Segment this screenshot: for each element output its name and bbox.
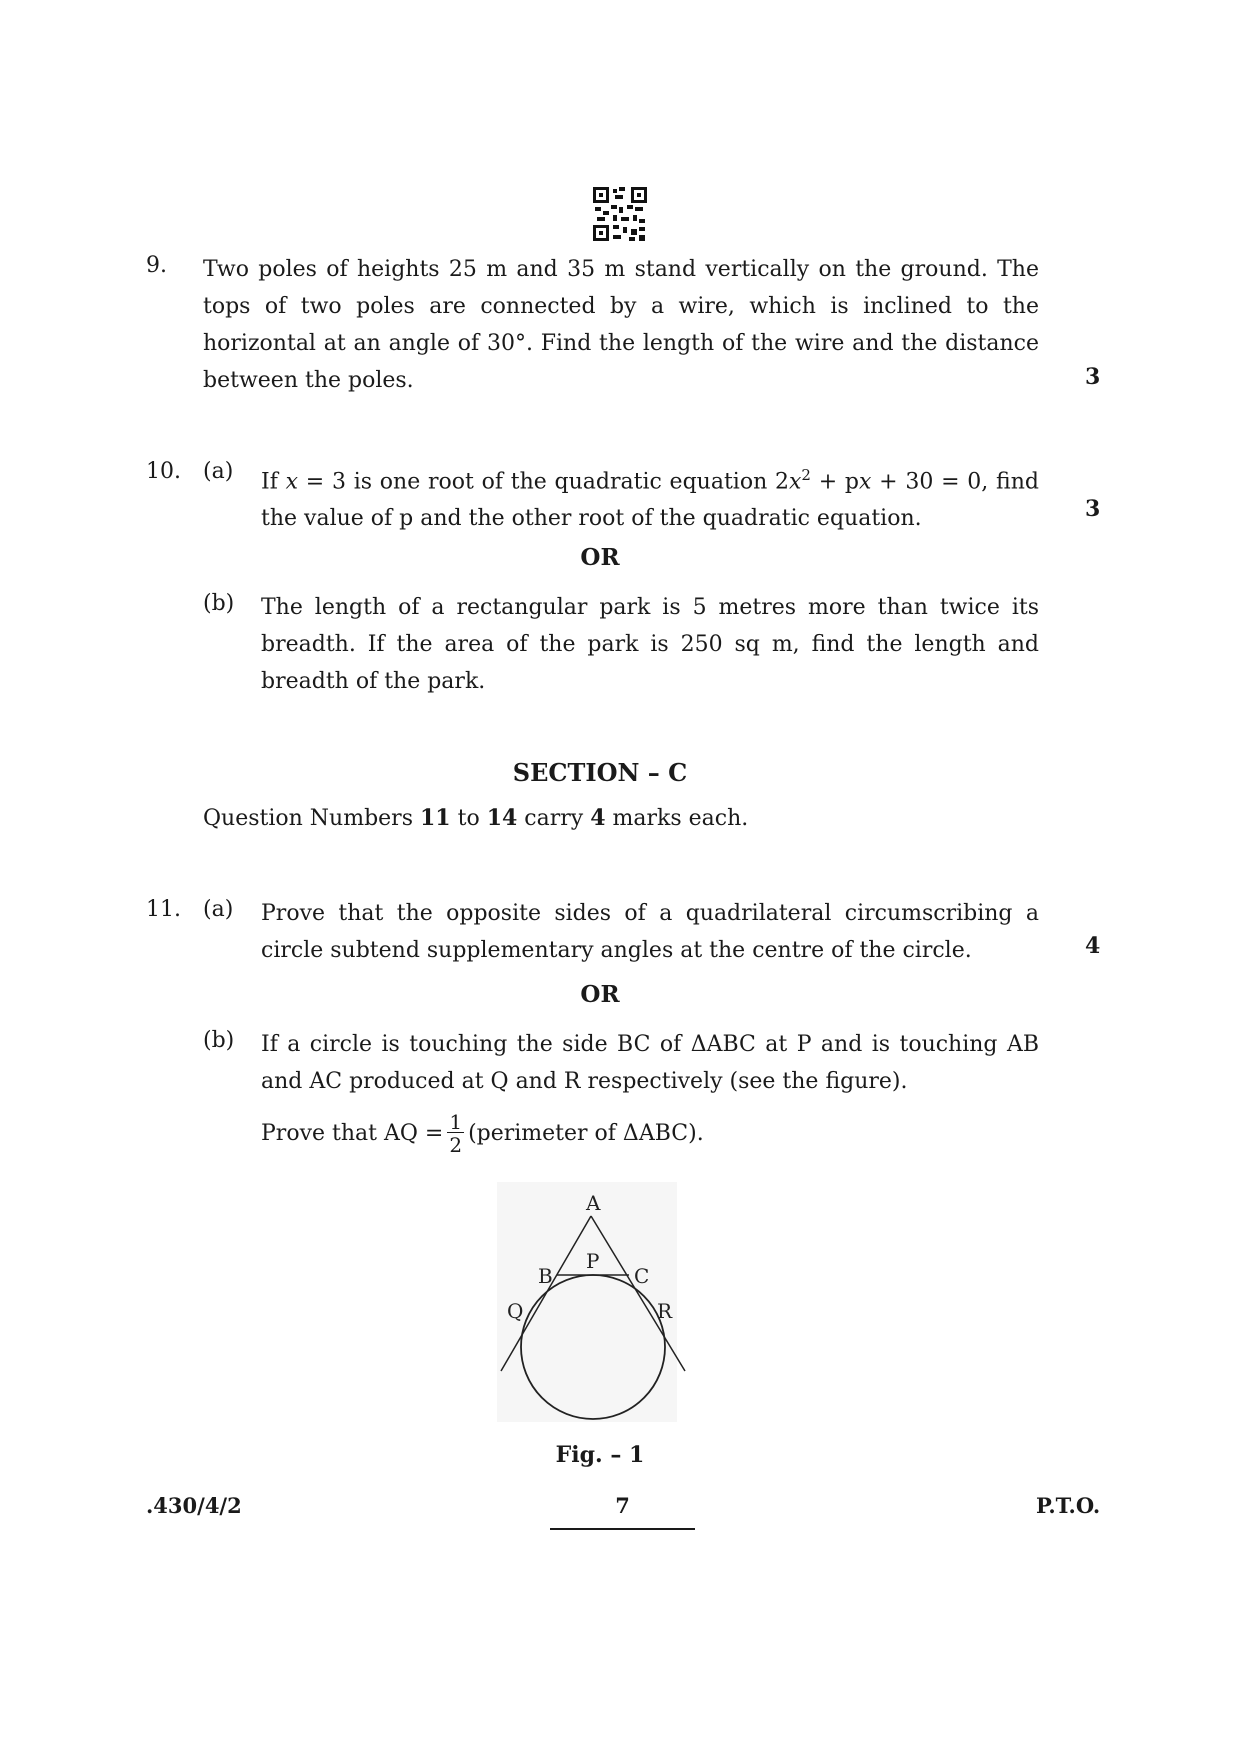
question-9-number: 9. xyxy=(146,253,167,278)
label-r: R xyxy=(657,1299,673,1323)
label-p: P xyxy=(586,1249,600,1273)
question-11b-text: If a circle is touching the side BC of ΔABC at P and is touching AB and AC produced at Q and R respectively (see the figure). xyxy=(261,1032,1039,1094)
section-instructions: Question Numbers 11 to 14 carry 4 marks each. xyxy=(203,805,749,831)
fraction-one-half: $\frac{1}{2}$ xyxy=(449,1110,463,1157)
figure-caption: Fig. – 1 xyxy=(555,1442,645,1468)
page-number: 7 xyxy=(550,1493,695,1530)
question-11-number: 11. xyxy=(146,897,181,922)
question-10b-text: The length of a rectangular park is 5 metres more than twice its breadth. If the area of the park is 250 sq m, find the length and breadth of the park. xyxy=(261,595,1039,694)
triangle-circle-figure xyxy=(495,1180,695,1430)
paper-code: .430/4/2 xyxy=(146,1493,242,1518)
question-10-or: OR xyxy=(580,544,620,571)
question-11a-text: Prove that the opposite sides of a quadrilateral circumscribing a circle subtend supplementary angles at the centre of the circle. xyxy=(261,901,1039,963)
question-10b-label: (b) xyxy=(203,591,235,616)
question-11b-label: (b) xyxy=(203,1028,235,1053)
qr-code xyxy=(593,187,647,241)
question-9-marks: 3 xyxy=(1085,364,1101,390)
label-q: Q xyxy=(507,1299,524,1323)
question-11a-label: (a) xyxy=(203,897,234,922)
label-a: A xyxy=(586,1191,601,1215)
question-10a-text: If x = 3 is one root of the quadratic equation $2x^2$ + px + 30 = 0, find the value of p and the other root of the quadratic equation. xyxy=(261,466,1039,532)
question-11-or: OR xyxy=(580,981,620,1008)
question-11b-prove: Prove that AQ = $\frac{1}{2}$ (perimeter of ΔABC). xyxy=(261,1110,704,1157)
question-10a-label: (a) xyxy=(203,459,234,484)
question-11a-marks: 4 xyxy=(1085,933,1101,959)
label-c: C xyxy=(634,1264,650,1288)
label-b: B xyxy=(538,1264,553,1288)
pto-label: P.T.O. xyxy=(1036,1493,1101,1518)
section-title: SECTION – C xyxy=(512,758,688,787)
question-9-text: Two poles of heights 25 m and 35 m stand vertically on the ground. The tops of two poles are connected by a wire, which is inclined to the horizontal at an angle of 30°. Find the length of the wire and the distance between the poles. xyxy=(203,257,1039,393)
question-10a-marks: 3 xyxy=(1085,496,1101,522)
question-10-number: 10. xyxy=(146,459,181,484)
